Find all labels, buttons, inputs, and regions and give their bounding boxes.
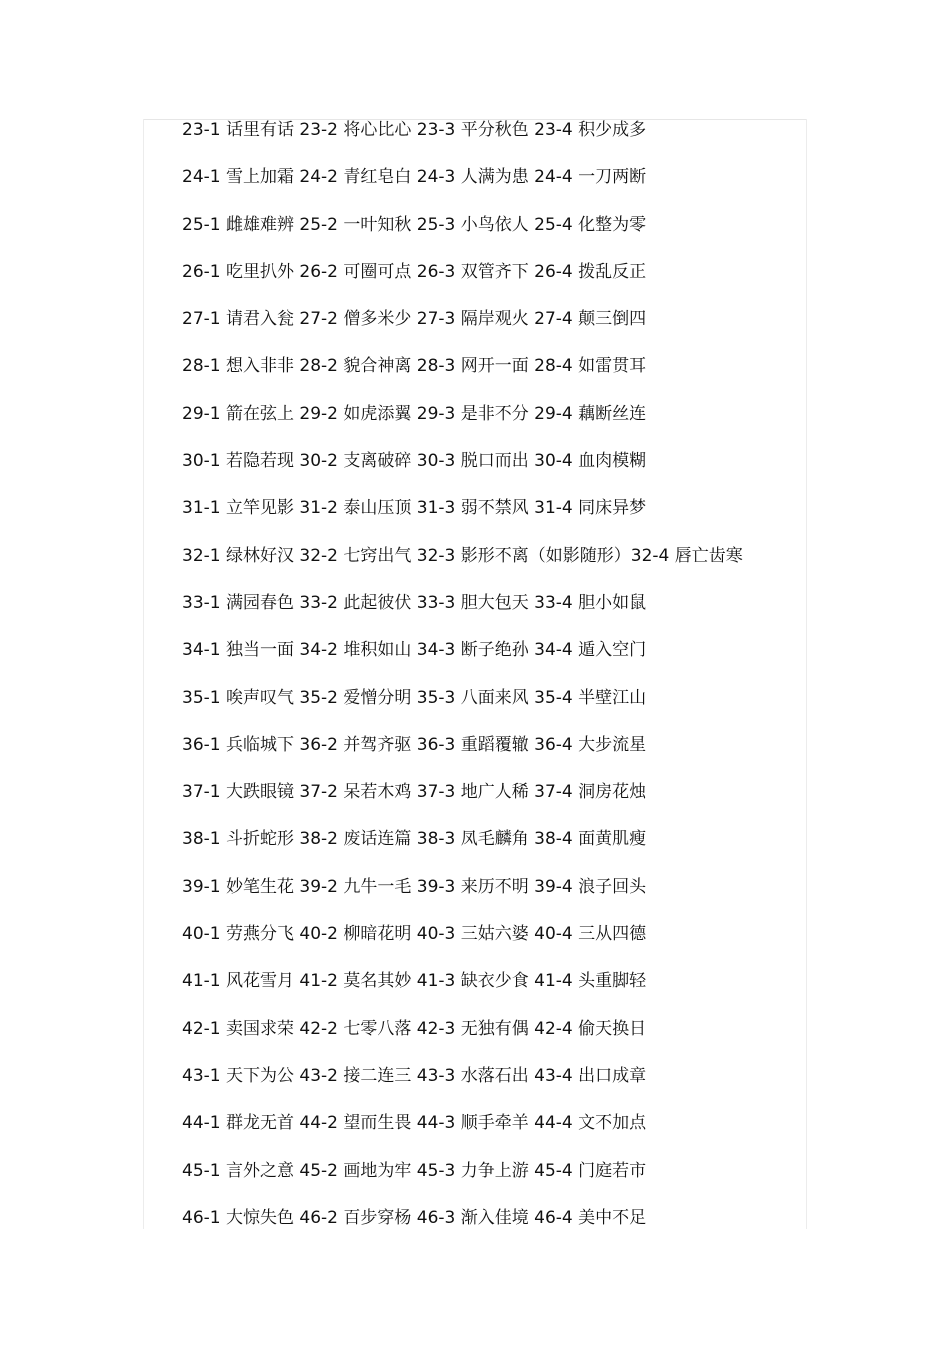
answer-row: 43-1 天下为公 43-2 接二连三 43-3 水落石出 43-4 出口成章 xyxy=(182,1065,647,1086)
answer-row: 30-1 若隐若现 30-2 支离破碎 30-3 脱口而出 30-4 血肉模糊 xyxy=(182,451,647,472)
answer-row: 31-1 立竿见影 31-2 泰山压顶 31-3 弱不禁风 31-4 同床异梦 xyxy=(182,498,647,519)
answer-row: 45-1 言外之意 45-2 画地为牢 45-3 力争上游 45-4 门庭若市 xyxy=(182,1160,647,1181)
answer-row: 41-1 风花雪月 41-2 莫名其妙 41-3 缺衣少食 41-4 头重脚轻 xyxy=(182,971,647,992)
answer-row: 34-1 独当一面 34-2 堆积如山 34-3 断子绝孙 34-4 遁入空门 xyxy=(182,640,647,661)
answer-row: 26-1 吃里扒外 26-2 可圈可点 26-3 双管齐下 26-4 拨乱反正 xyxy=(182,261,647,282)
answer-row: 33-1 满园春色 33-2 此起彼伏 33-3 胆大包天 33-4 胆小如鼠 xyxy=(182,592,647,613)
answer-row: 39-1 妙笔生花 39-2 九牛一毛 39-3 来历不明 39-4 浪子回头 xyxy=(182,876,647,897)
answer-row: 37-1 大跌眼镜 37-2 呆若木鸡 37-3 地广人稀 37-4 洞房花烛 xyxy=(182,782,647,803)
answer-row: 38-1 斗折蛇形 38-2 废话连篇 38-3 凤毛麟角 38-4 面黄肌瘦 xyxy=(182,829,647,850)
answer-row: 23-1 话里有话 23-2 将心比心 23-3 平分秋色 23-4 积少成多 xyxy=(182,120,647,140)
answer-row: 24-1 雪上加霜 24-2 青红皂白 24-3 人满为患 24-4 一刀两断 xyxy=(182,167,647,188)
answer-row: 29-1 箭在弦上 29-2 如虎添翼 29-3 是非不分 29-4 藕断丝连 xyxy=(182,403,647,424)
answer-row: 32-1 绿林好汉 32-2 七窍出气 32-3 影形不离（如影随形）32-4 唇亡齿寒 xyxy=(182,545,743,566)
answer-row: 36-1 兵临城下 36-2 并驾齐驱 36-3 重蹈覆辙 36-4 大步流星 xyxy=(182,734,647,755)
answer-row: 40-1 劳燕分飞 40-2 柳暗花明 40-3 三姑六婆 40-4 三从四德 xyxy=(182,924,647,945)
answer-row: 27-1 请君入瓮 27-2 僧多米少 27-3 隔岸观火 27-4 颠三倒四 xyxy=(182,309,647,330)
page-border-left xyxy=(143,119,144,1229)
answer-row: 44-1 群龙无首 44-2 望而生畏 44-3 顺手牵羊 44-4 文不加点 xyxy=(182,1113,647,1134)
answer-row: 42-1 卖国求荣 42-2 七零八落 42-3 无独有偶 42-4 偷天换日 xyxy=(182,1018,647,1039)
page-border-right xyxy=(806,119,807,1229)
answer-row: 35-1 唉声叹气 35-2 爱憎分明 35-3 八面来风 35-4 半壁江山 xyxy=(182,687,647,708)
answer-row: 46-1 大惊失色 46-2 百步穿杨 46-3 渐入佳境 46-4 美中不足 xyxy=(182,1207,647,1228)
answer-row: 28-1 想入非非 28-2 貌合神离 28-3 网开一面 28-4 如雷贯耳 xyxy=(182,356,647,377)
idiom-answer-list xyxy=(182,116,802,1251)
answer-row: 25-1 雌雄难辨 25-2 一叶知秋 25-3 小鸟依人 25-4 化整为零 xyxy=(182,214,647,235)
